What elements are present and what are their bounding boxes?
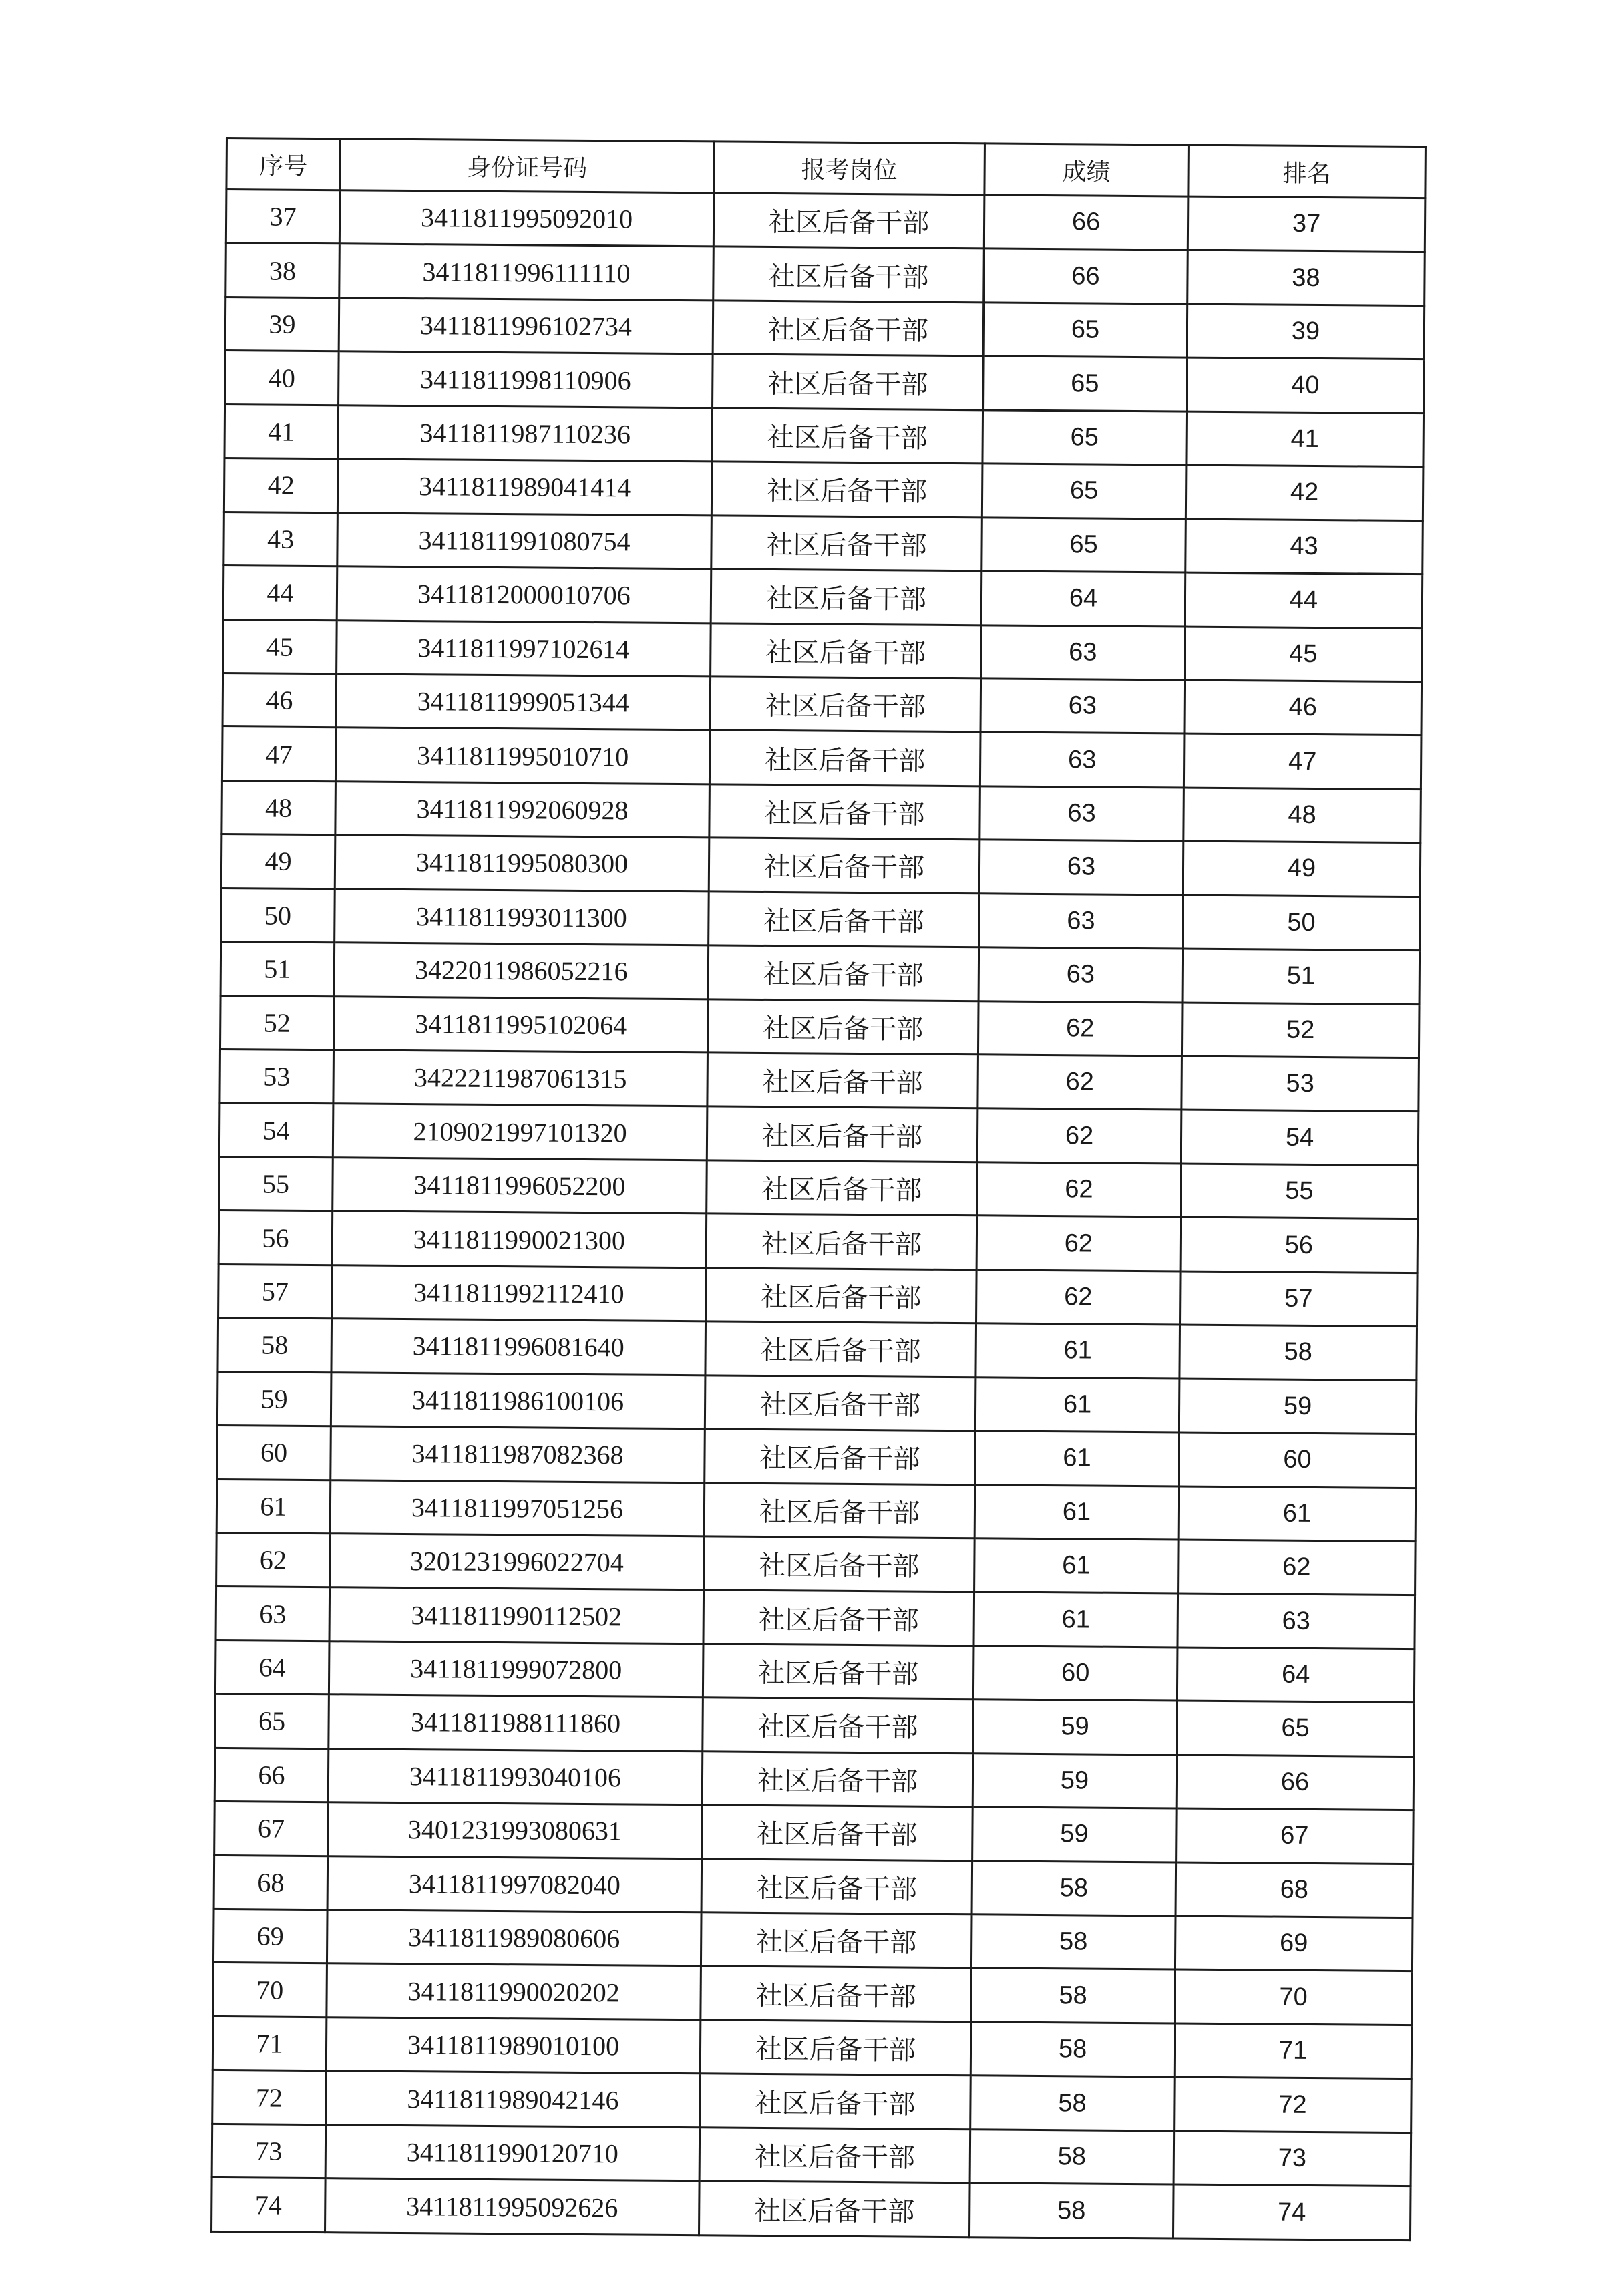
table-row <box>224 458 1423 521</box>
table-row <box>212 2124 1411 2186</box>
table-row <box>212 2016 1412 2079</box>
cell-id-number: 3411811992060928 <box>335 782 710 838</box>
cell-id-number: 3411811990021300 <box>332 1211 707 1268</box>
cell-position: 社区后备干部 <box>711 462 982 517</box>
cell-rank: 72 <box>1174 2077 1412 2132</box>
cell-serial-number: 50 <box>221 888 335 943</box>
cell-position: 社区后备干部 <box>707 999 978 1054</box>
cell-position: 社区后备干部 <box>705 1321 976 1377</box>
cell-id-number: 3411811996052200 <box>333 1158 707 1214</box>
cell-position: 社区后备干部 <box>709 730 980 786</box>
cell-rank: 46 <box>1184 680 1422 735</box>
cell-serial-number: 55 <box>219 1156 333 1211</box>
cell-rank: 49 <box>1183 841 1421 896</box>
cell-score: 59 <box>972 1753 1177 1808</box>
cell-serial-number: 47 <box>222 727 336 782</box>
cell-id-number: 3411811996111110 <box>339 244 714 301</box>
table-row <box>217 1371 1417 1434</box>
cell-position: 社区后备干部 <box>704 1536 975 1592</box>
cell-position: 社区后备干部 <box>713 354 984 409</box>
cell-id-number: 3411811995102064 <box>333 996 708 1053</box>
cell-serial-number: 74 <box>212 2178 326 2233</box>
table-body <box>212 190 1425 2241</box>
table-row <box>214 1748 1414 1810</box>
cell-serial-number: 53 <box>220 1049 334 1104</box>
cell-id-number: 3401231993080631 <box>328 1802 703 1859</box>
cell-id-number: 3411811988111860 <box>329 1695 703 1752</box>
cell-rank: 63 <box>1178 1593 1415 1649</box>
cell-id-number: 3411811989080606 <box>327 1910 701 1967</box>
cell-serial-number: 62 <box>216 1532 331 1587</box>
cell-score: 61 <box>974 1484 1179 1540</box>
cell-rank: 52 <box>1182 1003 1419 1058</box>
cell-serial-number: 58 <box>218 1318 332 1373</box>
cell-id-number: 3411811997051256 <box>330 1480 705 1536</box>
cell-rank: 61 <box>1178 1486 1416 1542</box>
cell-serial-number: 73 <box>212 2124 326 2178</box>
cell-serial-number: 63 <box>216 1587 330 1641</box>
cell-score: 66 <box>984 195 1188 251</box>
cell-score: 62 <box>976 1270 1181 1325</box>
cell-rank: 44 <box>1185 572 1423 628</box>
table-row <box>222 673 1422 735</box>
cell-position: 社区后备干部 <box>707 1160 978 1216</box>
cell-score: 58 <box>971 1915 1176 1970</box>
cell-rank: 48 <box>1184 788 1421 843</box>
cell-rank: 55 <box>1181 1164 1419 1219</box>
table-row <box>218 1318 1417 1381</box>
cell-position: 社区后备干部 <box>712 408 983 464</box>
cell-rank: 64 <box>1177 1647 1415 1703</box>
cell-position: 社区后备干部 <box>707 1106 978 1162</box>
cell-score: 61 <box>975 1377 1180 1432</box>
cell-score: 59 <box>972 1807 1177 1862</box>
table-row <box>221 834 1421 897</box>
cell-serial-number: 39 <box>225 297 339 351</box>
cell-score: 60 <box>973 1646 1178 1701</box>
table-header <box>226 138 1426 198</box>
cell-rank: 59 <box>1179 1379 1417 1434</box>
cell-position: 社区后备干部 <box>701 1966 972 2021</box>
table-row <box>225 351 1425 414</box>
cell-serial-number: 48 <box>222 780 336 835</box>
cell-id-number: 3411811987082368 <box>331 1426 705 1483</box>
cell-score: 58 <box>972 1860 1176 1916</box>
table-row <box>213 1909 1413 1971</box>
table-row <box>214 1802 1414 1864</box>
cell-id-number: 2109021997101320 <box>333 1104 707 1160</box>
cell-score: 62 <box>977 1162 1182 1218</box>
cell-id-number: 3411812000010706 <box>337 566 711 623</box>
cell-position: 社区后备干部 <box>699 2128 970 2183</box>
cell-score: 62 <box>977 1108 1182 1164</box>
cell-score: 65 <box>982 410 1187 466</box>
cell-id-number: 3411811997102614 <box>337 620 711 677</box>
table-row <box>219 1103 1419 1166</box>
table-row <box>220 1049 1419 1112</box>
cell-score: 63 <box>980 732 1184 788</box>
cell-id-number: 3411811991080754 <box>337 512 712 569</box>
results-table <box>210 137 1427 2241</box>
cell-rank: 60 <box>1179 1432 1417 1488</box>
cell-rank: 62 <box>1178 1540 1416 1595</box>
cell-serial-number: 60 <box>217 1426 331 1480</box>
cell-rank: 67 <box>1176 1808 1414 1864</box>
cell-position: 社区后备干部 <box>701 1858 972 1914</box>
header-row <box>226 138 1426 198</box>
cell-score: 63 <box>979 840 1184 895</box>
cell-id-number: 3411811999051344 <box>336 674 711 731</box>
cell-serial-number: 61 <box>216 1479 331 1534</box>
cell-score: 62 <box>978 1001 1182 1056</box>
cell-serial-number: 72 <box>212 2070 327 2125</box>
cell-score: 66 <box>984 249 1188 304</box>
cell-id-number: 3201231996022704 <box>330 1534 705 1591</box>
cell-position: 社区后备干部 <box>705 1429 976 1484</box>
cell-position: 社区后备干部 <box>710 677 981 732</box>
cell-id-number: 3411811989041414 <box>337 459 712 516</box>
table-row <box>222 780 1421 843</box>
table-row <box>217 1426 1417 1488</box>
cell-rank: 68 <box>1176 1862 1413 1918</box>
cell-serial-number: 38 <box>226 243 340 298</box>
cell-rank: 70 <box>1175 1969 1413 2025</box>
cell-position: 社区后备干部 <box>707 1053 978 1108</box>
cell-rank: 69 <box>1175 1916 1413 1971</box>
cell-id-number: 3422011986052216 <box>334 943 709 999</box>
cell-position: 社区后备干部 <box>713 193 985 249</box>
header-position: 报考岗位 <box>714 142 985 195</box>
cell-id-number: 3411811998110906 <box>339 351 713 408</box>
cell-score: 65 <box>983 303 1188 358</box>
cell-serial-number: 65 <box>215 1694 329 1749</box>
table-row <box>222 727 1421 790</box>
cell-rank: 71 <box>1174 2023 1412 2079</box>
cell-rank: 65 <box>1177 1701 1415 1756</box>
cell-position: 社区后备干部 <box>706 1214 977 1269</box>
cell-score: 65 <box>983 356 1188 412</box>
cell-position: 社区后备干部 <box>702 1805 973 1860</box>
cell-serial-number: 40 <box>225 351 339 405</box>
cell-score: 63 <box>980 786 1184 842</box>
cell-serial-number: 68 <box>214 1855 328 1910</box>
cell-rank: 40 <box>1187 357 1425 413</box>
cell-position: 社区后备干部 <box>709 838 980 893</box>
cell-serial-number: 43 <box>224 512 338 566</box>
cell-id-number: 3411811995092010 <box>339 190 714 247</box>
header-rank: 排名 <box>1188 145 1426 198</box>
cell-score: 65 <box>982 517 1186 572</box>
cell-serial-number: 46 <box>222 673 337 727</box>
header-id-number: 身份证号码 <box>340 139 715 193</box>
cell-score: 62 <box>976 1216 1181 1271</box>
cell-rank: 37 <box>1188 196 1425 252</box>
cell-position: 社区后备干部 <box>700 2020 971 2076</box>
cell-id-number: 3411811990112502 <box>329 1587 704 1644</box>
cell-rank: 45 <box>1185 627 1423 682</box>
cell-serial-number: 51 <box>220 942 335 997</box>
cell-rank: 58 <box>1180 1325 1417 1380</box>
cell-position: 社区后备干部 <box>702 1751 973 1806</box>
cell-score: 61 <box>975 1431 1180 1486</box>
table-row <box>212 2178 1411 2241</box>
cell-serial-number: 45 <box>223 619 337 674</box>
cell-rank: 39 <box>1187 304 1425 359</box>
cell-serial-number: 54 <box>219 1103 333 1158</box>
cell-rank: 41 <box>1186 412 1424 467</box>
cell-position: 社区后备干部 <box>706 1268 977 1323</box>
cell-position: 社区后备干部 <box>700 2074 971 2129</box>
cell-id-number: 3411811995080300 <box>335 835 709 892</box>
table-row <box>224 512 1423 575</box>
cell-serial-number: 42 <box>224 458 338 513</box>
cell-score: 58 <box>970 2076 1175 2131</box>
cell-serial-number: 71 <box>212 2016 327 2071</box>
cell-rank: 51 <box>1182 949 1420 1004</box>
cell-serial-number: 64 <box>215 1640 329 1695</box>
cell-position: 社区后备干部 <box>711 515 982 570</box>
table-row <box>215 1640 1415 1703</box>
table-row <box>226 243 1425 306</box>
cell-score: 58 <box>969 2183 1174 2239</box>
cell-serial-number: 57 <box>218 1264 333 1319</box>
cell-id-number: 3411811995010710 <box>335 727 710 784</box>
table-row <box>220 995 1419 1058</box>
cell-position: 社区后备干部 <box>704 1482 975 1538</box>
table-row <box>224 404 1424 467</box>
cell-id-number: 3411811990020202 <box>327 1963 701 2020</box>
cell-rank: 43 <box>1186 519 1423 575</box>
cell-id-number: 3411811990120710 <box>325 2124 700 2181</box>
cell-rank: 50 <box>1183 895 1421 951</box>
cell-position: 社区后备干部 <box>711 569 982 625</box>
cell-rank: 47 <box>1184 733 1421 789</box>
cell-serial-number: 49 <box>221 834 335 889</box>
cell-score: 59 <box>973 1699 1178 1755</box>
header-score: 成绩 <box>985 144 1189 196</box>
table-row <box>218 1264 1418 1327</box>
table-row <box>221 888 1421 951</box>
table-row <box>216 1587 1415 1649</box>
table-row <box>215 1694 1415 1757</box>
cell-score: 63 <box>979 893 1184 949</box>
cell-score: 63 <box>981 625 1186 680</box>
cell-rank: 42 <box>1186 465 1423 520</box>
cell-id-number: 3411811996081640 <box>331 1319 706 1375</box>
cell-score: 64 <box>981 571 1186 627</box>
cell-id-number: 3411811993040106 <box>328 1748 703 1805</box>
table-row <box>223 566 1423 629</box>
cell-rank: 53 <box>1182 1056 1419 1112</box>
cell-score: 61 <box>974 1538 1179 1594</box>
cell-id-number: 3411811987110236 <box>338 405 713 462</box>
cell-serial-number: 59 <box>217 1371 331 1426</box>
cell-id-number: 3411811986100106 <box>331 1372 705 1429</box>
table-row <box>216 1532 1416 1595</box>
table-row <box>226 190 1425 253</box>
cell-rank: 54 <box>1181 1110 1419 1165</box>
cell-rank: 57 <box>1180 1271 1418 1327</box>
cell-serial-number: 66 <box>214 1748 329 1802</box>
cell-serial-number: 67 <box>214 1802 329 1856</box>
cell-serial-number: 56 <box>218 1210 333 1265</box>
table-row <box>214 1855 1413 1918</box>
cell-serial-number: 44 <box>223 566 337 621</box>
cell-serial-number: 41 <box>224 404 339 459</box>
cell-id-number: 3411811999072800 <box>329 1641 703 1698</box>
cell-id-number: 3411811989010100 <box>326 2017 701 2074</box>
cell-position: 社区后备干部 <box>713 301 984 356</box>
cell-serial-number: 52 <box>220 995 334 1050</box>
cell-id-number: 3422211987061315 <box>333 1050 708 1107</box>
cell-score: 58 <box>971 1968 1176 2023</box>
cell-score: 63 <box>978 947 1183 1003</box>
cell-serial-number: 37 <box>226 190 340 244</box>
table-row <box>216 1479 1416 1542</box>
cell-rank: 66 <box>1176 1755 1414 1810</box>
cell-serial-number: 69 <box>213 1909 327 1963</box>
cell-position: 社区后备干部 <box>709 784 980 840</box>
table-row <box>218 1210 1418 1273</box>
table-row <box>212 2070 1412 2133</box>
cell-rank: 73 <box>1174 2131 1411 2186</box>
cell-position: 社区后备干部 <box>703 1697 974 1753</box>
table-row <box>213 1963 1413 2025</box>
cell-score: 63 <box>980 679 1185 734</box>
cell-score: 58 <box>970 2022 1175 2078</box>
table-row <box>223 619 1423 682</box>
cell-score: 58 <box>970 2130 1174 2185</box>
cell-id-number: 3411811989042146 <box>326 2071 701 2128</box>
cell-id-number: 3411811997082040 <box>327 1856 702 1913</box>
cell-score: 62 <box>978 1055 1182 1110</box>
header-serial-number: 序号 <box>226 138 341 190</box>
cell-position: 社区后备干部 <box>705 1375 976 1430</box>
cell-position: 社区后备干部 <box>708 945 979 1001</box>
cell-position: 社区后备干部 <box>703 1590 974 1645</box>
cell-position: 社区后备干部 <box>711 623 982 678</box>
cell-id-number: 3411811996102734 <box>339 298 713 355</box>
table-row <box>219 1156 1419 1219</box>
cell-position: 社区后备干部 <box>699 2181 970 2237</box>
cell-score: 65 <box>982 464 1186 519</box>
cell-position: 社区后备干部 <box>709 892 980 947</box>
cell-position: 社区后备干部 <box>701 1913 972 1968</box>
table-row <box>220 942 1420 1005</box>
cell-rank: 38 <box>1188 250 1425 305</box>
cell-id-number: 3411811995092626 <box>325 2178 700 2235</box>
cell-score: 61 <box>974 1592 1178 1647</box>
cell-position: 社区后备干部 <box>713 247 985 302</box>
cell-rank: 56 <box>1180 1217 1418 1273</box>
table-row <box>225 297 1425 359</box>
cell-rank: 74 <box>1173 2184 1411 2240</box>
cell-id-number: 3411811992112410 <box>332 1265 707 1321</box>
cell-position: 社区后备干部 <box>703 1644 974 1699</box>
cell-serial-number: 70 <box>213 1963 327 2017</box>
cell-id-number: 3411811993011300 <box>335 888 709 945</box>
cell-score: 61 <box>976 1323 1180 1379</box>
